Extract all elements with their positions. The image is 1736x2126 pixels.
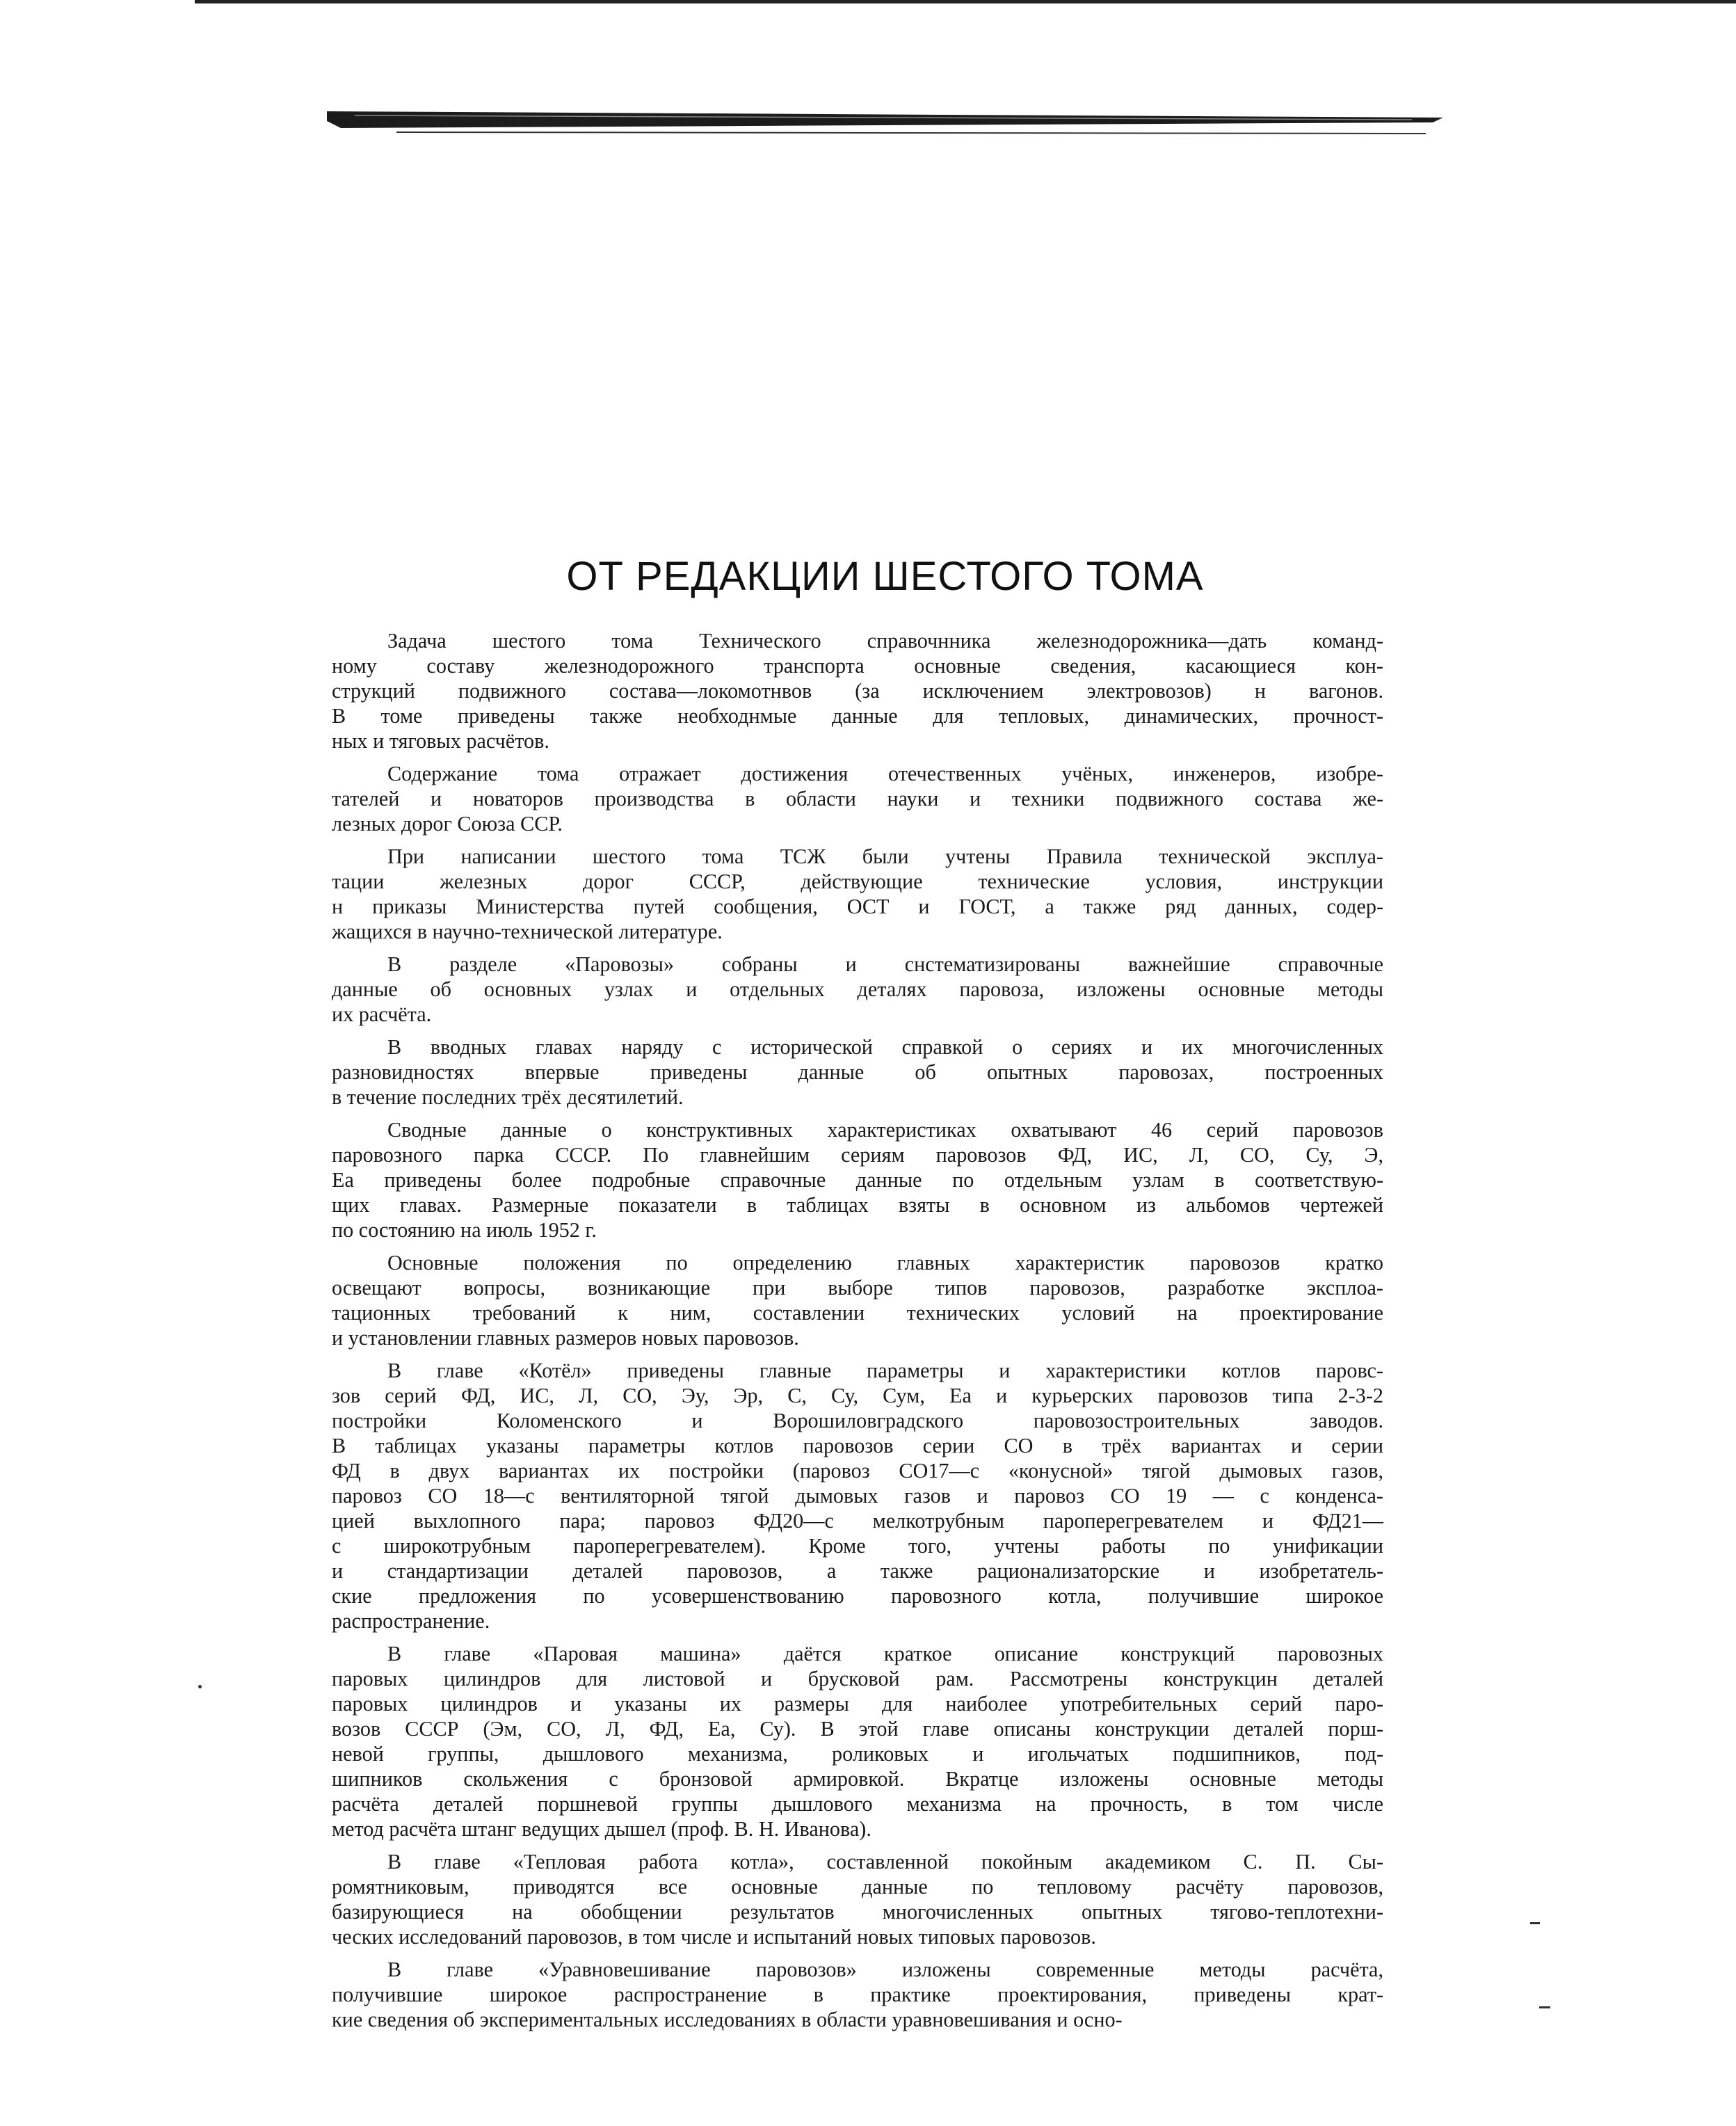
text-line: Еа приведены более подробные справочные данные по отдельным узлам в соответствую- — [332, 1168, 1383, 1192]
page-title: ОТ РЕДАКЦИИ ШЕСТОГО ТОМА — [566, 554, 1204, 599]
text-line: ческих исследований паровозов, в том числе и испытаний новых типовых паровозов. — [332, 1925, 1096, 1949]
paragraph — [332, 1358, 1383, 1633]
text-line: шипников скольжения с бронзовой армировкой. Вкратце изложены основные методы — [332, 1767, 1383, 1791]
text-line: ных и тяговых расчётов. — [332, 729, 549, 753]
text-line: метод расчёта штанг ведущих дышел (проф. В. Н. Иванова). — [332, 1817, 871, 1841]
text-line: тации железных дорог СССР, действующие технические условия, инструкции — [332, 870, 1383, 893]
margin-dot — [198, 1685, 202, 1688]
margin-dash — [1539, 2006, 1550, 2008]
text-line: Содержание тома отражает достижения отечественных учёных, инженеров, изобре- — [387, 762, 1383, 785]
text-line: В главе «Уравновешивание паровозов» изложены современные методы расчёта, — [387, 1958, 1383, 1981]
text-line: В главе «Тепловая работа котла», составленной покойным академиком С. П. Сы- — [387, 1850, 1383, 1873]
text-line: ному составу железнодорожного транспорта основные сведения, касающиеся кон- — [332, 654, 1383, 678]
text-line: Сводные данные о конструктивных характеристиках охватывают 46 серий паровозов — [387, 1118, 1383, 1142]
text-line: разновидностях впервые приведены данные об опытных паровозах, построенных — [332, 1060, 1383, 1084]
paragraph — [332, 1641, 1383, 1841]
text-line: В вводных главах наряду с исторической справкой о сериях и их многочисленных — [387, 1035, 1383, 1059]
text-line: паровых цилиндров и указаны их размеры для наиболее употребительных серий паро- — [332, 1692, 1383, 1716]
paragraph — [332, 628, 1383, 753]
text-line: ромятниковым, приводятся все основные данные по тепловому расчёту паровозов, — [332, 1875, 1383, 1899]
text-line: струкций подвижного состава—локомотнвов (за исключением электровозов) н вагонов. — [332, 679, 1383, 703]
text-line: невой группы, дышлового механизма, роликовых и игольчатых подшипников, под- — [332, 1742, 1383, 1766]
text-line: лезных дорог Союза ССР. — [332, 812, 563, 836]
text-line: их расчёта. — [332, 1002, 432, 1026]
text-line: В главе «Паровая машина» даётся краткое описание конструкций паровозных — [387, 1642, 1383, 1665]
text-line: паровоз СО 18—с вентиляторной тягой дымовых газов и паровоз СО 19 — с конденса- — [332, 1484, 1383, 1508]
text-line: Основные положения по определению главных характеристик паровозов кратко — [387, 1251, 1383, 1274]
margin-dash — [1530, 1922, 1540, 1924]
text-line: цией выхлопного пара; паровоз ФД20—с мелкотрубным пароперегревателем и ФД21— — [332, 1509, 1383, 1533]
paragraph — [332, 761, 1383, 836]
text-line: В таблицах указаны параметры котлов паровозов серии СО в трёх вариантах и серии — [332, 1434, 1383, 1457]
text-line: возов СССР (Эм, СО, Л, ФД, Еа, Су). В этой главе описаны конструкции деталей порш- — [332, 1717, 1383, 1741]
text-line: В главе «Котёл» приведены главные параметры и характеристики котлов паровс- — [387, 1359, 1383, 1382]
text-line: постройки Коломенского и Ворошиловградского паровозостроительных заводов. — [332, 1409, 1383, 1432]
text-line: жащихся в научно-технической литературе. — [332, 920, 723, 943]
text-line: паровых цилиндров для листовой и брусковой рам. Рассмотрены конструкцин деталей — [332, 1667, 1383, 1691]
text-line: зов серий ФД, ИС, Л, СО, Эу, Эр, С, Су, Сум, Еа и курьерских паровозов типа 2-3-2 — [332, 1384, 1383, 1407]
text-line: Задача шестого тома Технического справочнника железнодорожника—дать команд- — [387, 629, 1383, 653]
paragraph — [332, 1034, 1383, 1110]
text-line: базирующиеся на обобщении результатов многочисленных опытных тягово-теплотехни- — [332, 1900, 1383, 1924]
body-text — [332, 628, 1383, 2040]
text-line: в течение последних трёх десятилетий. — [332, 1085, 684, 1109]
text-line: по состоянию на июль 1952 г. — [332, 1218, 597, 1242]
text-line: и стандартизации деталей паровозов, а также рационализаторские и изобретатель- — [332, 1559, 1383, 1583]
text-line: кие сведения об экспериментальных исследованиях в области уравновешивания и осно- — [332, 2008, 1123, 2031]
paragraph — [332, 1957, 1383, 2032]
text-line: ские предложения по усовершенствованию паровозного котла, получившие широкое — [332, 1584, 1383, 1608]
text-line: данные об основных узлах и отдельных деталях паровоза, изложены основные методы — [332, 977, 1383, 1001]
text-line: н приказы Министерства путей сообщения, ОСТ и ГОСТ, а также ряд данных, содер- — [332, 895, 1383, 918]
page-top-edge — [195, 0, 1736, 3]
header-rule — [327, 109, 1443, 136]
text-line: В разделе «Паровозы» собраны и снстематизированы важнейшие справочные — [387, 952, 1383, 976]
text-line: При написании шестого тома ТСЖ были учтены Правила технической эксплуа- — [387, 845, 1383, 868]
paragraph — [332, 844, 1383, 944]
text-line: паровозного парка СССР. По главнейшим сериям паровозов ФД, ИС, Л, СО, Су, Э, — [332, 1143, 1383, 1167]
paragraph — [332, 952, 1383, 1027]
text-line: и установлении главных размеров новых паровозов. — [332, 1326, 799, 1350]
text-line: щих главах. Размерные показатели в таблицах взяты в основном из альбомов чертежей — [332, 1193, 1383, 1217]
text-line: расчёта деталей поршневой группы дышлового механизма на прочность, в том числе — [332, 1792, 1383, 1816]
paragraph — [332, 1117, 1383, 1242]
paragraph — [332, 1849, 1383, 1949]
text-line: получившие широкое распространение в практике проектирования, приведены крат- — [332, 1983, 1383, 2006]
text-line: ФД в двух вариантах их постройки (паровоз СО17—с «конусной» тягой дымовых газов, — [332, 1459, 1383, 1482]
text-line: освещают вопросы, возникающие при выборе типов паровозов, разработке эксплоа- — [332, 1276, 1383, 1300]
paragraph — [332, 1250, 1383, 1350]
text-line: тационных требований к ним, составлении технических условий на проектирование — [332, 1301, 1383, 1325]
text-line: с широкотрубным пароперегревателем). Кроме того, учтены работы по унификации — [332, 1534, 1383, 1558]
text-line: распространение. — [332, 1609, 490, 1633]
text-line: тателей и новаторов производства в области науки и техники подвижного состава же- — [332, 787, 1383, 810]
text-line: В томе приведены также необходнмые данные для тепловых, динамических, прочност- — [332, 704, 1383, 728]
